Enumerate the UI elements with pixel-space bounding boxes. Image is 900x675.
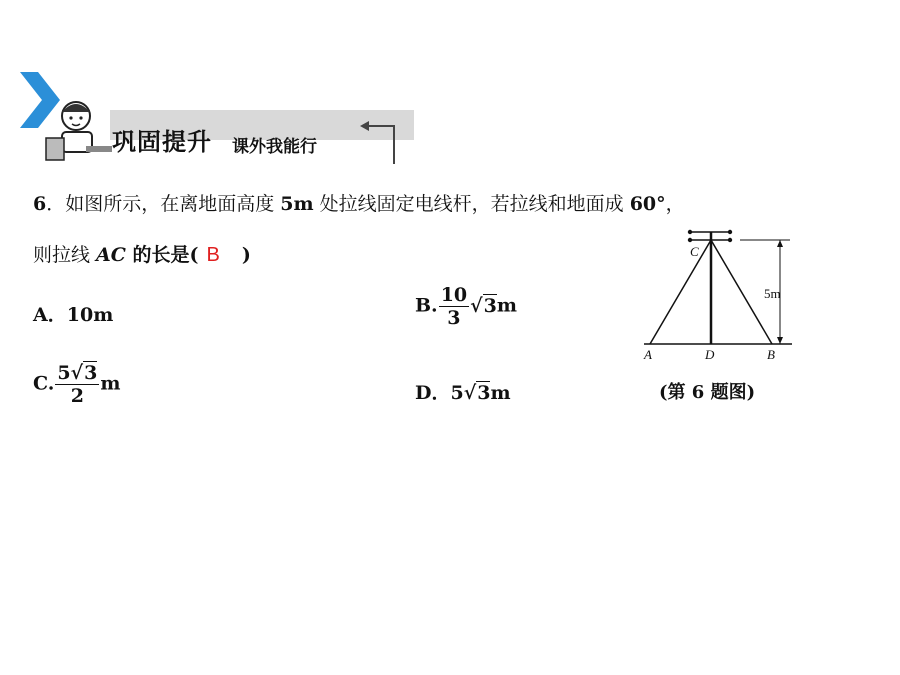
question-angle: 60° bbox=[629, 193, 666, 215]
insulator-right-second bbox=[728, 238, 732, 242]
option-b-fraction bbox=[439, 284, 469, 329]
option-d-sqrt: √3 bbox=[463, 382, 491, 404]
question-text-5: 的长是( bbox=[125, 244, 199, 266]
question-line-2 bbox=[33, 240, 251, 267]
caption-number: 6 bbox=[691, 382, 705, 403]
option-b-unit: m bbox=[496, 294, 517, 317]
caption-suffix: 题图) bbox=[704, 382, 756, 403]
question-text-3: ， bbox=[665, 193, 685, 215]
insulator-left-top bbox=[688, 230, 692, 234]
option-d[interactable] bbox=[415, 378, 511, 405]
option-c-numerator bbox=[55, 362, 99, 385]
option-c-radicand: 3 bbox=[84, 362, 98, 384]
question-text-6: ) bbox=[241, 244, 251, 266]
option-c-fraction bbox=[55, 362, 99, 407]
question-line-1 bbox=[33, 189, 685, 216]
insulator-right-top bbox=[728, 230, 732, 234]
option-d-unit: m bbox=[490, 382, 511, 404]
option-a-label: A． bbox=[33, 304, 67, 326]
option-c-denominator: 2 bbox=[70, 385, 84, 407]
option-d-label: D． bbox=[415, 382, 451, 404]
option-c-label: C. bbox=[33, 372, 55, 395]
option-b-radicand: 3 bbox=[483, 294, 497, 317]
caption-prefix: (第 bbox=[659, 382, 692, 403]
header-title: 巩固提升 bbox=[112, 128, 212, 156]
insulator-left-second bbox=[688, 238, 692, 242]
question-text-2: 处拉线固定电线杆，若拉线和地面成 bbox=[313, 193, 630, 215]
question-number: 6 bbox=[33, 193, 47, 215]
figure-caption bbox=[659, 378, 755, 404]
option-b-sqrt: √3 bbox=[470, 294, 497, 317]
question-segment: AC bbox=[96, 244, 126, 266]
option-b-label: B. bbox=[415, 294, 438, 317]
option-b-numerator: 10 bbox=[440, 284, 468, 306]
label-b: B bbox=[767, 347, 775, 362]
guy-wire-bc bbox=[711, 240, 772, 344]
option-a[interactable] bbox=[33, 300, 113, 327]
option-d-coef: 5 bbox=[450, 382, 464, 404]
student-studying-icon bbox=[42, 94, 112, 164]
option-c[interactable] bbox=[33, 362, 120, 407]
option-c-unit: m bbox=[100, 372, 121, 395]
dimension-arrow-down bbox=[777, 337, 783, 344]
height-label: 5m bbox=[764, 286, 781, 301]
option-a-value: 10m bbox=[66, 304, 114, 326]
option-b[interactable] bbox=[415, 284, 517, 329]
label-c: C bbox=[690, 244, 699, 259]
label-a: A bbox=[644, 347, 652, 362]
section-header bbox=[20, 72, 400, 172]
label-d: D bbox=[705, 347, 715, 362]
question-text-4: 则拉线 bbox=[33, 244, 97, 266]
question-height: 5m bbox=[280, 193, 314, 215]
option-d-radicand: 3 bbox=[477, 382, 491, 404]
question-text-1: ．如图所示，在离地面高度 bbox=[46, 193, 281, 215]
dimension-arrow-up bbox=[777, 240, 783, 247]
corner-arrow-icon bbox=[360, 120, 400, 170]
guy-wire-ac bbox=[650, 240, 711, 344]
pole-diagram bbox=[640, 226, 800, 366]
header-subtitle: 课外我能行 bbox=[232, 137, 317, 157]
option-c-sqrt: √3 bbox=[70, 362, 98, 384]
option-b-denominator: 3 bbox=[447, 307, 461, 329]
answer-mark: B bbox=[206, 244, 220, 266]
option-c-coef: 5 bbox=[57, 362, 71, 384]
